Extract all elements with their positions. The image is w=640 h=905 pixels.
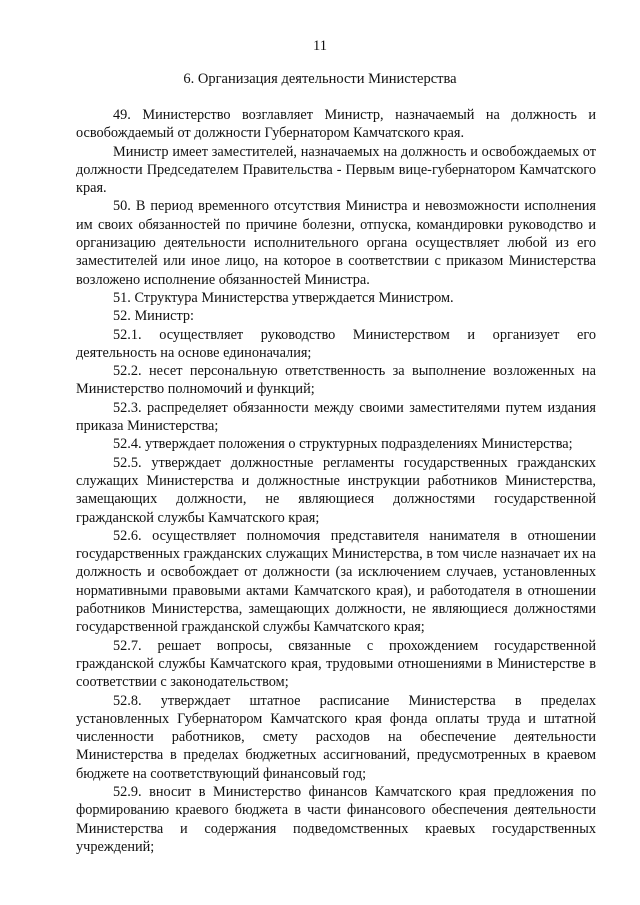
paragraph-52: 52. Министр: (113, 308, 194, 325)
paragraph-52-8: 52.8. утверждает штатное расписание Министерства в пределах установленных Губернатором Камчатского края фонда оплаты труда и штатной численности работников, смету расходов на обеспечение деятельности Министерства в пределах бюджетных ассигнований, предусмотренных в краевом бюджете на соответствующий финансовый год; (76, 692, 596, 782)
document-body (76, 106, 596, 856)
paragraph-52-4: 52.4. утверждает положения о структурных подразделениях Министерства; (113, 436, 573, 453)
paragraph-52-6: 52.6. осуществляет полномочия представителя нанимателя в отношении государственных гражданских служащих Министерства, в том числе назначает их на должность и освобождает от должности (за исключением случаев, установленных нормативными правовыми актами Камчатского края), и работодателя в отношении работников Министерства, замещающих должности, не являющиеся должностями государственной гражданской службы Камчатского края; (76, 527, 596, 636)
paragraph-52-3: 52.3. распределяет обязанности между своими заместителями путем издания приказа Министерства; (76, 399, 596, 435)
paragraph-52-1: 52.1. осуществляет руководство Министерством и организует его деятельность на основе единоначалия; (76, 326, 596, 361)
paragraph-52-9: 52.9. вносит в Министерство финансов Камчатского края предложения по формированию краевого бюджета в части финансового обеспечения деятельности Министерства и содержания подведомственных краевых государственных учреждений; (76, 783, 596, 855)
section-title: 6. Организация деятельности Министерства (183, 71, 457, 87)
paragraph-52-7: 52.7. решает вопросы, связанные с прохождением государственной гражданской службы Камчатского края, трудовыми отношениями в Министерстве в соответствии с законодательством; (76, 637, 596, 691)
paragraph-52-5: 52.5. утверждает должностные регламенты государственных гражданских служащих Министерства и должностные инструкции работников Министерства, замещающих должности, не являющиеся должностями государственной гражданской службы Камчатского края; (76, 454, 596, 526)
paragraph-51: 51. Структура Министерства утверждается Министром. (113, 289, 454, 306)
paragraph-49: 49. Министерство возглавляет Министр, назначаемый на должность и освобождаемый от должности Губернатором Камчатского края. (76, 107, 596, 142)
paragraph-52-2: 52.2. несет персональную ответственность за выполнение возложенных на Министерство полномочий и функций; (76, 363, 596, 398)
paragraph-49-deputies: Министр имеет заместителей, назначаемых на должность и освобождаемых от должности Председателем Правительства - Первым вице-губернатором Камчатского края. (76, 143, 596, 197)
paragraph-50: 50. В период временного отсутствия Министра и невозможности исполнения им своих обязанностей по причине болезни, отпуска, командировки руководство и организацию деятельности исполнительного органа осуществляет любой из его заместителей или иное лицо, на которое в соответствии с приказом Министерства возложено исполнение обязанностей Министра. (76, 198, 596, 288)
page-number: 11 (313, 38, 327, 54)
